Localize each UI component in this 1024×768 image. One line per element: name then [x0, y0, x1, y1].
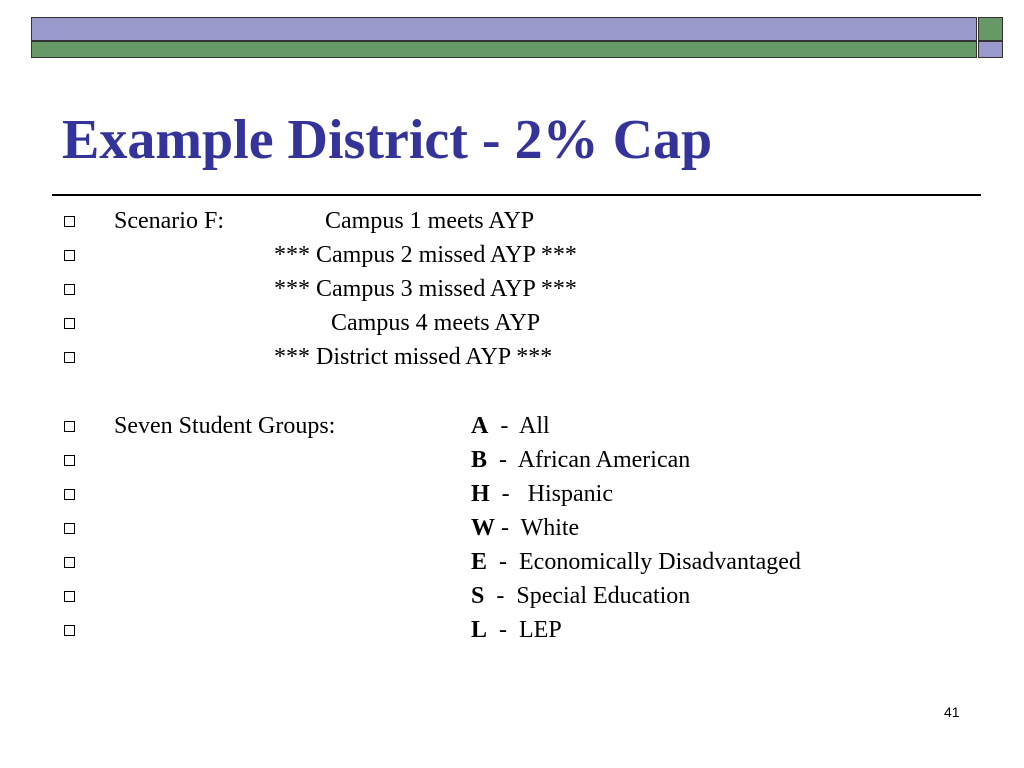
group-name: White — [520, 515, 580, 541]
bullet-row-scenario-1 — [0, 204, 1000, 238]
group-separator: - — [489, 481, 528, 507]
header-bar-green — [31, 41, 977, 58]
group-name: All — [519, 413, 550, 439]
bullet-row-scenario-3 — [0, 272, 1000, 306]
scenario-item: *** District missed AYP *** — [274, 344, 553, 370]
group-separator: - — [484, 583, 517, 609]
scenario-item: Campus 4 meets AYP — [331, 310, 541, 336]
bullet-row-group-s — [0, 579, 1000, 613]
group-name: Special Education — [516, 583, 691, 609]
group-entry — [471, 409, 550, 443]
groups-label: Seven Student Groups: — [114, 413, 336, 439]
group-entry — [471, 545, 801, 579]
bullet-row-group-b — [0, 443, 1000, 477]
header-square-lavender — [978, 41, 1003, 58]
bullet-row-group-w — [0, 511, 1000, 545]
group-name: LEP — [519, 617, 562, 643]
scenario-item: Campus 1 meets AYP — [325, 208, 535, 234]
square-bullet-icon — [64, 284, 75, 295]
square-bullet-icon — [64, 625, 75, 636]
group-code: E — [471, 549, 488, 575]
group-separator: - — [495, 515, 521, 541]
group-entry — [471, 613, 562, 647]
group-name: Economically Disadvantaged — [519, 549, 801, 575]
square-bullet-icon — [64, 352, 75, 363]
group-code: B — [471, 447, 488, 473]
bullet-row-group-e — [0, 545, 1000, 579]
group-separator: - — [488, 413, 520, 439]
group-entry — [471, 511, 579, 545]
group-name: African American — [517, 447, 691, 473]
group-code: H — [471, 481, 490, 507]
square-bullet-icon — [64, 455, 75, 466]
square-bullet-icon — [64, 523, 75, 534]
page-number: 41 — [944, 704, 960, 720]
scenario-label: Scenario F: — [114, 208, 224, 234]
bullet-row-scenario-5 — [0, 340, 1000, 374]
group-separator: - — [487, 549, 520, 575]
bullet-row-group-l — [0, 613, 1000, 647]
square-bullet-icon — [64, 489, 75, 500]
scenario-item: *** Campus 3 missed AYP *** — [274, 276, 577, 302]
bullet-row-group-h — [0, 477, 1000, 511]
group-separator: - — [487, 447, 518, 473]
group-entry — [471, 443, 690, 477]
bullet-row-group-a — [0, 409, 1000, 443]
header-square-green — [978, 17, 1003, 41]
title-divider — [52, 194, 981, 196]
square-bullet-icon — [64, 421, 75, 432]
group-code: A — [471, 413, 489, 439]
group-entry — [471, 579, 690, 613]
bullet-row-scenario-2 — [0, 238, 1000, 272]
square-bullet-icon — [64, 250, 75, 261]
square-bullet-icon — [64, 591, 75, 602]
header-bar-lavender — [31, 17, 977, 41]
bullet-row-scenario-4 — [0, 306, 1000, 340]
square-bullet-icon — [64, 557, 75, 568]
square-bullet-icon — [64, 318, 75, 329]
group-code: W — [471, 515, 495, 541]
square-bullet-icon — [64, 216, 75, 227]
slide-title: Example District - 2% Cap — [62, 109, 713, 171]
group-separator: - — [487, 617, 520, 643]
group-code: L — [471, 617, 488, 643]
group-entry — [471, 477, 613, 511]
group-name: Hispanic — [527, 481, 613, 507]
scenario-item: *** Campus 2 missed AYP *** — [274, 242, 577, 268]
group-code: S — [471, 583, 485, 609]
